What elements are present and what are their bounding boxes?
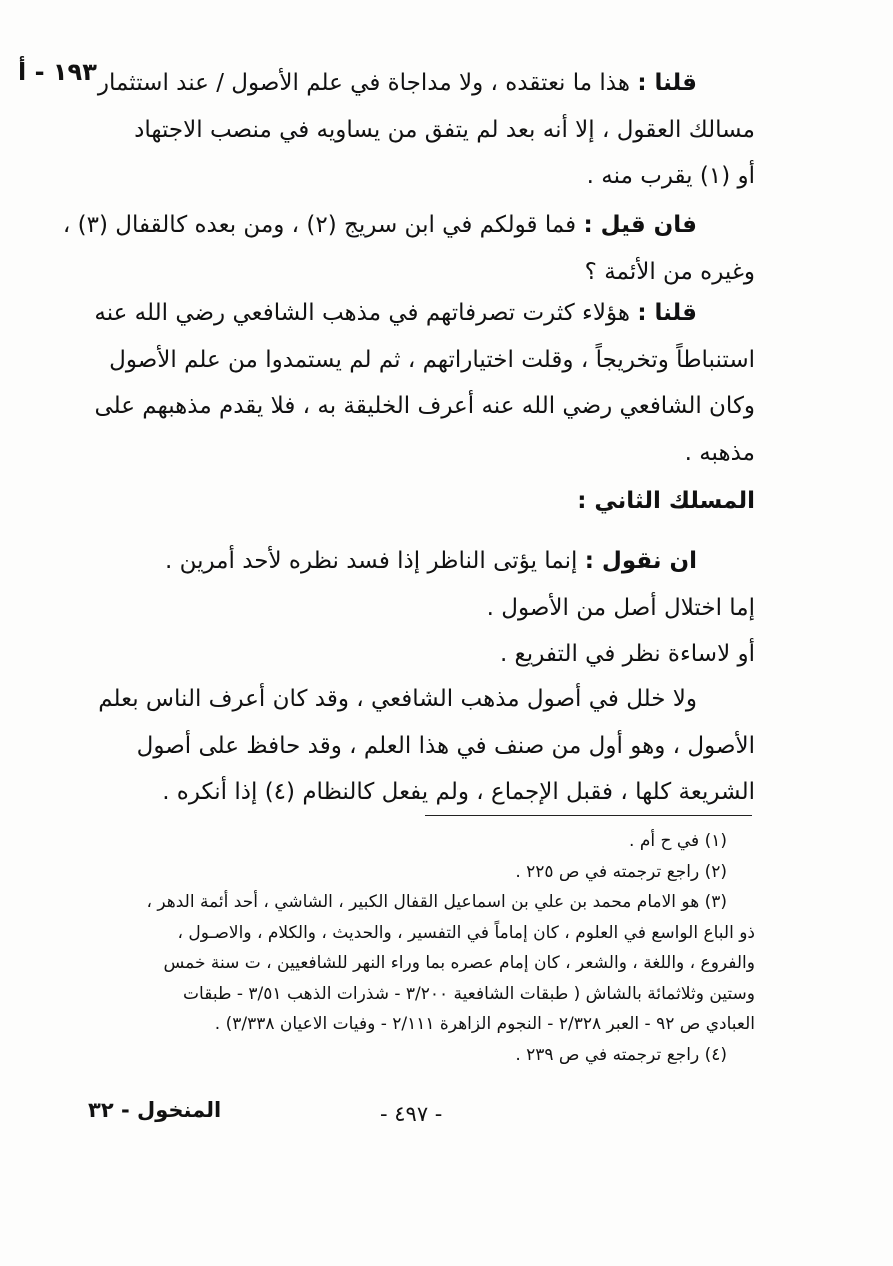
text-line: [94, 383, 755, 430]
text-line: [108, 769, 755, 816]
text-line: [108, 107, 755, 154]
book-signature: المنخول - ٣٢: [88, 1098, 222, 1122]
line-text: إما اختلال أصل من الأصول .: [486, 594, 755, 621]
line-text: أو (١) يقرب منه .: [586, 163, 755, 189]
line-text: وغيره من الأئمة ؟: [584, 258, 755, 285]
footnote-line: [104, 1040, 755, 1071]
lead-word: قلنا :: [637, 300, 697, 326]
text-line: [94, 290, 755, 337]
footnote-line: [104, 948, 755, 979]
line-text: استنباطاً وتخريجاً ، وقلت اختياراتهم ، ثم لم يستمدوا من علم الأصول: [109, 346, 755, 373]
footnote-separator: [425, 815, 752, 816]
footnote-text: (٢) راجع ترجمته في ص ٢٢٥ .: [515, 861, 727, 882]
footnote-text: ذو الباع الواسع في العلوم ، كان إماماً في التفسير ، والحديث ، والكلام ، والاصـول ،: [177, 922, 755, 943]
line-text: إنما يؤتى الناظر إذا فسد نظره لأحد أمرين .: [164, 548, 578, 574]
footnote-line: [104, 826, 755, 857]
text-line: [108, 249, 755, 296]
footnote-line: [104, 1009, 755, 1040]
footnote-line: [104, 979, 755, 1010]
footnotes: [104, 826, 755, 1070]
text-line: [108, 153, 755, 200]
footnote-text: والفروع ، واللغة ، والشعر ، كان إمام عصره بما وراء النهر للشافعيين ، ت سنة خمس: [163, 953, 755, 973]
text-line: [108, 631, 755, 678]
paragraph-1: [97, 60, 755, 200]
line-text: وكان الشافعي رضي الله عنه أعرف الخليقة به ، فلا يقدم مذهبهم على: [94, 393, 755, 419]
line-text: الأصول ، وهو أول من صنف في هذا العلم ، وقد حافظ على أصول: [136, 732, 755, 759]
line-text: مذهبه .: [684, 439, 755, 466]
footnote-line: [104, 857, 755, 888]
text-line: [108, 723, 755, 770]
paragraph-4: [108, 538, 755, 678]
line-text: الشريعة كلها ، فقبل الإجماع ، ولم يفعل كالنظام (٤) إذا أنكره .: [162, 779, 755, 805]
line-text: فما قولكم في ابن سريج (٢) ، ومن بعده كالقفال (٣) ،: [62, 212, 577, 238]
text-line: [97, 60, 755, 107]
line-text: هؤلاء كثرت تصرفاتهم في مذهب الشافعي رضي الله عنه: [94, 300, 630, 326]
manuscript-folio-marker: ١٩٣ - أ: [18, 58, 97, 86]
text-line: [62, 202, 755, 249]
text-line: [108, 538, 755, 585]
section-heading: المسلك الثاني :: [577, 488, 755, 514]
line-text: هذا ما نعتقده ، ولا مداجاة في علم الأصول / عند استثمار: [97, 70, 630, 96]
text-line: [108, 430, 755, 477]
footnote-line: [104, 887, 755, 918]
lead-word: فان قيل :: [583, 212, 697, 238]
text-line: [108, 585, 755, 632]
footnote-text: العبادي ص ٩٢ - العبر ٢/٣٢٨ - النجوم الزاهرة ٢/١١١ - وفيات الاعيان ٣/٣٣٨) .: [214, 1014, 755, 1034]
paragraph-2: [62, 202, 755, 295]
footnote-text: (٤) راجع ترجمته في ص ٢٣٩ .: [515, 1044, 727, 1065]
page-number: - ٤٩٧ -: [380, 1102, 443, 1126]
lead-word: ان نقول :: [584, 548, 697, 574]
line-text: مسالك العقول ، إلا أنه بعد لم يتفق من يساويه في منصب الاجتهاد: [134, 116, 755, 143]
text-line: [108, 337, 755, 384]
paragraph-5: [98, 676, 755, 816]
line-text: أو لاساءة نظر في التفريع .: [499, 641, 755, 667]
lead-word: قلنا :: [637, 70, 697, 96]
footnote-line: [104, 918, 755, 949]
text-line: [98, 676, 755, 723]
footnote-text: (١) في ح أم .: [629, 831, 727, 851]
footnote-text: وستين وثلاثمائة بالشاش ( طبقات الشافعية ٣/٢٠٠ - شذرات الذهب ٣/٥١ - طبقات: [183, 983, 755, 1004]
footnote-text: (٣) هو الامام محمد بن علي بن اسماعيل القفال الكبير ، الشاشي ، أحد أئمة الدهر ،: [146, 892, 727, 912]
paragraph-3: [94, 290, 755, 476]
line-text: ولا خلل في أصول مذهب الشافعي ، وقد كان أعرف الناس بعلم: [98, 686, 697, 712]
